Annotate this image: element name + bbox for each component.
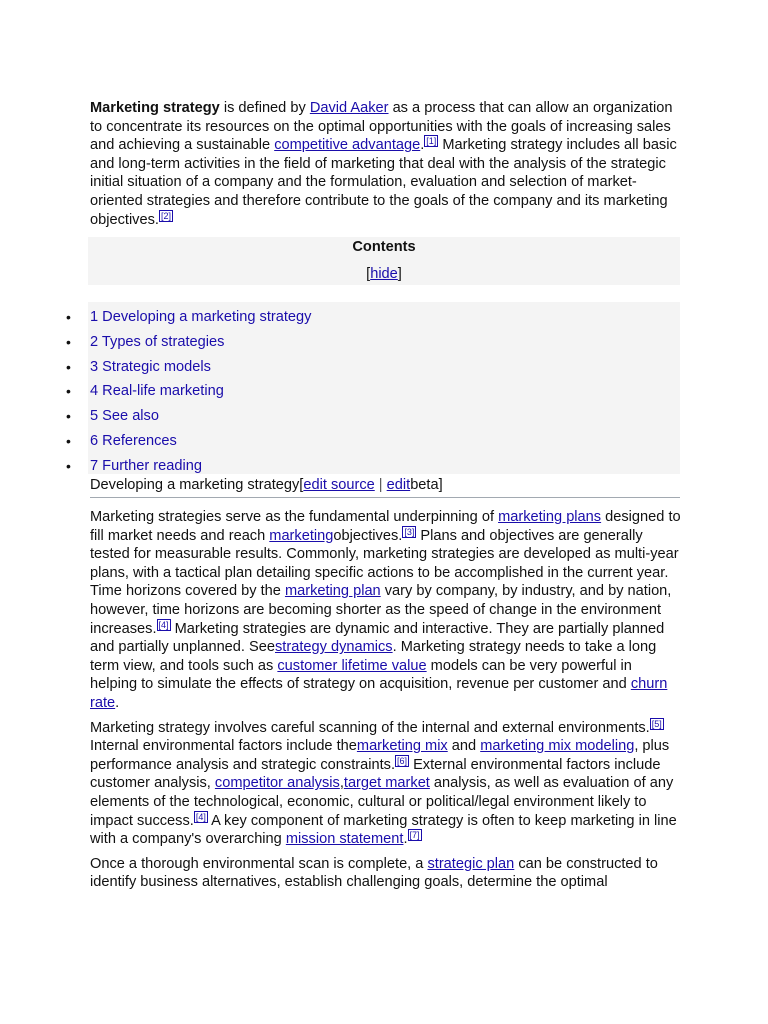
edit-link[interactable]: edit xyxy=(386,477,411,493)
ref-2[interactable]: [2] xyxy=(160,210,171,221)
toc-item[interactable] xyxy=(66,332,311,357)
toc-item-label[interactable]: 1 Developing a marketing strategy xyxy=(90,309,312,325)
edit-source-link[interactable]: edit source xyxy=(303,477,375,493)
intro-bold-term: Marketing strategy xyxy=(90,100,220,116)
intro-text: is defined by xyxy=(219,100,310,116)
section-body xyxy=(90,508,682,898)
link-target-market[interactable]: target market xyxy=(343,775,430,792)
bullet: • xyxy=(66,432,71,449)
ref-1[interactable]: [1] xyxy=(426,136,437,147)
intro-block xyxy=(90,99,682,237)
bullet: • xyxy=(66,358,71,375)
link-david-aaker[interactable]: David Aaker xyxy=(309,100,389,116)
link-mission-statement[interactable]: mission statement xyxy=(285,831,404,848)
toc-list xyxy=(66,307,312,481)
link-marketing[interactable]: marketing xyxy=(269,527,334,544)
paragraph-2: Marketing strategy involves careful scanning of the internal and external environments. [5] Internal environmental factors include themarketing mix and marketing mix modeling, plus performance analysis and strategic constraints. [6] External environmental factors include customer analysis, competitor analysis,target market analysis, as well as evaluation of any elements of the technological, economic, cultural or political/legal environment likely to impact success. [4] A key component of marketing strategy is often to keep marketing in line with a company's overarching mission statement. [7] xyxy=(90,718,677,848)
toc-item-label[interactable]: 3 Strategic models xyxy=(90,358,211,375)
section-heading xyxy=(90,476,680,498)
toc-item-label[interactable]: 6 References xyxy=(90,432,177,449)
link-churn-rate[interactable]: churn rate xyxy=(90,676,668,711)
toc-item[interactable] xyxy=(66,406,311,431)
bullet: • xyxy=(66,309,71,325)
ref-4[interactable]: [4] xyxy=(158,619,169,630)
section-edit-links: [edit source | editbeta] xyxy=(299,477,443,493)
toc-item-label[interactable]: 2 Types of strategies xyxy=(90,333,225,350)
link-competitor-analysis[interactable]: competitor analysis xyxy=(214,775,340,792)
link-marketing-plans[interactable]: marketing plans xyxy=(498,509,602,525)
link-marketing-plan[interactable]: marketing plan xyxy=(284,583,381,600)
toc-item-label[interactable]: 4 Real-life marketing xyxy=(90,383,224,400)
bullet: • xyxy=(66,408,71,425)
bullet: • xyxy=(66,333,71,350)
link-competitive-advantage[interactable]: competitive advantage xyxy=(274,137,421,154)
toc-item[interactable] xyxy=(66,431,311,456)
ref-4[interactable]: [4] xyxy=(195,811,206,822)
link-customer-lifetime-value[interactable]: customer lifetime value xyxy=(277,657,427,674)
paragraph-1: Marketing strategies serve as the fundamental underpinning of marketing plans designed to fill market needs and reach marketingobjectives. [3] Plans and objectives are generally tested for measurable results. Commonly, marketing strategies are developed as multi-year plans, with a tactical plan detailing specific actions to be accomplished in the current year. Time horizons covered by the marketing plan vary by company, by industry, and by nation, however, time horizons are becoming shorter as the speed of change in the environment increases. [4] Marketing strategies are dynamic and interactive. They are partially planned and partially unplanned. Seestrategy dynamics. Marketing strategy needs to take a long term view, and tools such as customer lifetime value models can be very powerful in helping to simulate the effects of strategy on acquisition, revenue per customer and churn rate. xyxy=(90,509,681,711)
toc-item-label[interactable]: 5 See also xyxy=(90,408,159,425)
toc-hide-control: [hide] xyxy=(366,266,402,282)
paragraph-3: Once a thorough environmental scan is complete, a strategic plan can be constructed to identify business alternatives, establish challenging goals, determine the optimal xyxy=(90,855,658,891)
ref-7[interactable]: [7] xyxy=(409,830,420,841)
ref-6[interactable]: [6] xyxy=(397,755,408,766)
toc-title: Contents xyxy=(352,239,416,255)
toc-item[interactable] xyxy=(66,381,311,406)
toc-header xyxy=(88,237,680,285)
link-strategy-dynamics[interactable]: strategy dynamics xyxy=(275,639,393,656)
toc-item-label[interactable]: 7 Further reading xyxy=(90,457,202,474)
link-marketing-mix-modeling[interactable]: marketing mix modeling xyxy=(480,738,635,755)
ref-3[interactable]: [3] xyxy=(404,526,415,537)
bullet: • xyxy=(66,383,71,400)
beta-label: beta xyxy=(410,477,439,493)
intro-text: as a process that can allow an organization to concentrate its resources on the optimal opportunities with the goals of increasing sales and achieving a sustainable xyxy=(90,100,673,154)
toc-item[interactable] xyxy=(66,357,311,382)
toc-hide-link[interactable]: hide xyxy=(370,266,398,282)
link-marketing-mix[interactable]: marketing mix xyxy=(356,738,448,755)
intro-text: . xyxy=(420,137,425,154)
link-strategic-plan[interactable]: strategic plan xyxy=(427,855,515,872)
toc-list-box xyxy=(66,302,680,474)
ref-5[interactable]: [5] xyxy=(651,718,662,729)
intro-paragraph xyxy=(90,99,682,229)
intro-text: Marketing strategy includes all basic and long-term activities in the field of marketing that deal with the analysis of the strategic initial situation of a company and the formulation, evaluation and selection of market-oriented strategies and therefore contribute to the goals of the company and its marketing objectives. xyxy=(90,137,677,228)
bullet: • xyxy=(66,457,71,474)
toc-item[interactable] xyxy=(66,307,312,332)
section-title: Developing a marketing strategy xyxy=(90,477,300,493)
